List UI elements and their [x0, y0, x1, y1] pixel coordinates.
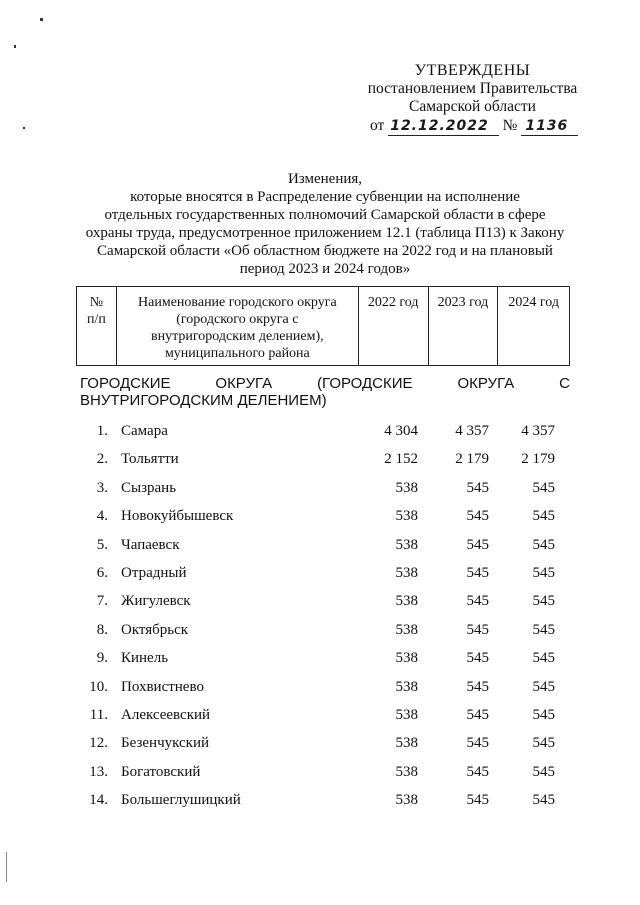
date-prefix: от	[370, 117, 385, 134]
heading-line-6: период 2023 и 2024 годов»	[239, 261, 411, 277]
municipality-name: Безенчукский	[121, 735, 210, 751]
table-row	[76, 732, 570, 754]
value-2022: 538	[395, 622, 418, 638]
row-number: 6.	[96, 565, 108, 581]
row-number: 9.	[96, 650, 108, 666]
municipality-name: Октябрьск	[121, 622, 189, 638]
value-2023: 545	[466, 679, 489, 695]
value-2023: 545	[466, 508, 489, 524]
municipality-name: Жигулевск	[121, 593, 191, 609]
value-2023: 545	[466, 735, 489, 751]
value-2022: 538	[395, 792, 418, 808]
value-2022: 538	[395, 707, 418, 723]
table-row	[76, 477, 570, 499]
value-2023: 545	[466, 537, 489, 553]
number-underline	[521, 117, 578, 136]
value-2024: 545	[532, 537, 555, 553]
table-row	[76, 420, 570, 442]
value-2023: 545	[466, 707, 489, 723]
section-word: ГОРОДСКИЕ	[80, 375, 171, 392]
value-2022: 538	[395, 735, 418, 751]
value-2022: 538	[395, 508, 418, 524]
heading-line-5: Самарской области «Об областном бюджете на 2022 год и на плановый	[97, 243, 553, 259]
value-2023: 545	[466, 593, 489, 609]
approval-line-2: Самарской области	[409, 98, 536, 115]
value-2024: 545	[532, 593, 555, 609]
municipality-name: Самара	[121, 423, 168, 439]
section-caption-line-2: ВНУТРИГОРОДСКИМ ДЕЛЕНИЕМ)	[80, 392, 327, 409]
table-row	[76, 562, 570, 584]
approval-title: УТВЕРЖДЕНЫ	[414, 62, 531, 79]
value-2024: 2 179	[521, 451, 555, 467]
section-word: С	[559, 375, 570, 392]
row-number: 13.	[89, 764, 108, 780]
header-number-line: №	[89, 295, 104, 310]
value-2024: 545	[532, 792, 555, 808]
value-2022: 538	[395, 764, 418, 780]
header-name-line: Наименование городского округа	[138, 295, 337, 310]
value-2022: 538	[395, 537, 418, 553]
heading-line-1: Изменения,	[287, 171, 363, 187]
scan-speck	[6, 852, 7, 882]
section-word: ОКРУГА	[457, 375, 515, 392]
value-2024: 545	[532, 650, 555, 666]
table-row	[76, 676, 570, 698]
municipality-name: Похвистнево	[121, 679, 204, 695]
row-number: 8.	[96, 622, 108, 638]
value-2024: 545	[532, 622, 555, 638]
value-2022: 538	[395, 480, 418, 496]
handwritten-number: 1136	[525, 118, 569, 134]
scan-speck	[14, 45, 16, 48]
value-2024: 545	[532, 565, 555, 581]
municipality-name: Кинель	[121, 650, 169, 666]
heading-line-2: которые вносятся в Распределение субвенции на исполнение	[130, 189, 520, 205]
section-word: (ГОРОДСКИЕ	[317, 375, 413, 392]
value-2024: 545	[532, 679, 555, 695]
number-prefix: №	[502, 117, 518, 134]
municipality-name: Тольятти	[121, 451, 179, 467]
approval-dateline	[340, 117, 605, 136]
municipality-name: Алексеевский	[121, 707, 211, 723]
municipality-name: Чапаевск	[121, 537, 180, 553]
value-2023: 545	[466, 650, 489, 666]
table-row	[76, 647, 570, 669]
value-2022: 538	[395, 593, 418, 609]
header-year-2023: 2023 год	[429, 287, 499, 365]
row-number: 2.	[96, 451, 108, 467]
municipality-name: Отрадный	[121, 565, 187, 581]
value-2022: 538	[395, 679, 418, 695]
row-number: 14.	[89, 792, 108, 808]
value-2023: 4 357	[455, 423, 489, 439]
table-row	[76, 789, 570, 811]
value-2024: 545	[532, 735, 555, 751]
value-2024: 545	[532, 707, 555, 723]
header-name-line: внутригородским делением),	[151, 329, 324, 344]
row-number: 7.	[96, 593, 108, 609]
section-word: ОКРУГА	[215, 375, 273, 392]
value-2022: 2 152	[384, 451, 418, 467]
section-caption-line-1	[80, 375, 570, 392]
value-2022: 538	[395, 565, 418, 581]
table-row	[76, 534, 570, 556]
table-header	[76, 286, 570, 366]
municipality-name: Сызрань	[121, 480, 177, 496]
heading-line-3: отдельных государственных полномочий Самарской области в сфере	[104, 207, 546, 223]
table-row	[76, 619, 570, 641]
row-number: 4.	[96, 508, 108, 524]
header-year-2024: 2024 год	[508, 295, 559, 310]
value-2022: 4 304	[384, 423, 418, 439]
table-row	[76, 448, 570, 470]
header-name-line: муниципального района	[164, 346, 310, 361]
approval-line-1: постановлением Правительства	[367, 80, 578, 97]
date-underline	[388, 117, 499, 136]
header-name-cell	[117, 287, 359, 365]
handwritten-date: 12.12.2022	[390, 118, 489, 134]
row-number: 10.	[89, 679, 108, 695]
value-2023: 545	[466, 792, 489, 808]
value-2023: 2 179	[455, 451, 489, 467]
row-number: 12.	[89, 735, 108, 751]
scan-speck	[40, 18, 43, 21]
heading-line-4: охраны труда, предусмотренное приложением 12.1 (таблица П13) к Закону	[85, 225, 565, 241]
row-number: 3.	[96, 480, 108, 496]
row-number: 1.	[96, 423, 108, 439]
header-year-2022: 2022 год	[359, 287, 429, 365]
row-number: 5.	[96, 537, 108, 553]
value-2024: 545	[532, 480, 555, 496]
approval-block	[340, 62, 605, 136]
value-2024: 4 357	[521, 423, 555, 439]
value-2024: 545	[532, 508, 555, 524]
table-row	[76, 761, 570, 783]
value-2023: 545	[466, 480, 489, 496]
municipality-name: Богатовский	[121, 764, 201, 780]
header-name-line: (городского округа с	[176, 312, 299, 327]
table-row	[76, 590, 570, 612]
header-number-cell	[77, 287, 117, 365]
municipality-name: Большеглушицкий	[121, 792, 241, 808]
scan-speck	[23, 127, 25, 129]
header-number-line: п/п	[86, 312, 106, 327]
row-number: 11.	[89, 707, 108, 723]
value-2022: 538	[395, 650, 418, 666]
table-row	[76, 505, 570, 527]
municipality-name: Новокуйбышевск	[121, 508, 234, 524]
value-2023: 545	[466, 565, 489, 581]
section-caption	[80, 375, 570, 409]
value-2024: 545	[532, 764, 555, 780]
value-2023: 545	[466, 622, 489, 638]
document-heading	[70, 170, 580, 278]
table-row	[76, 704, 570, 726]
value-2023: 545	[466, 764, 489, 780]
